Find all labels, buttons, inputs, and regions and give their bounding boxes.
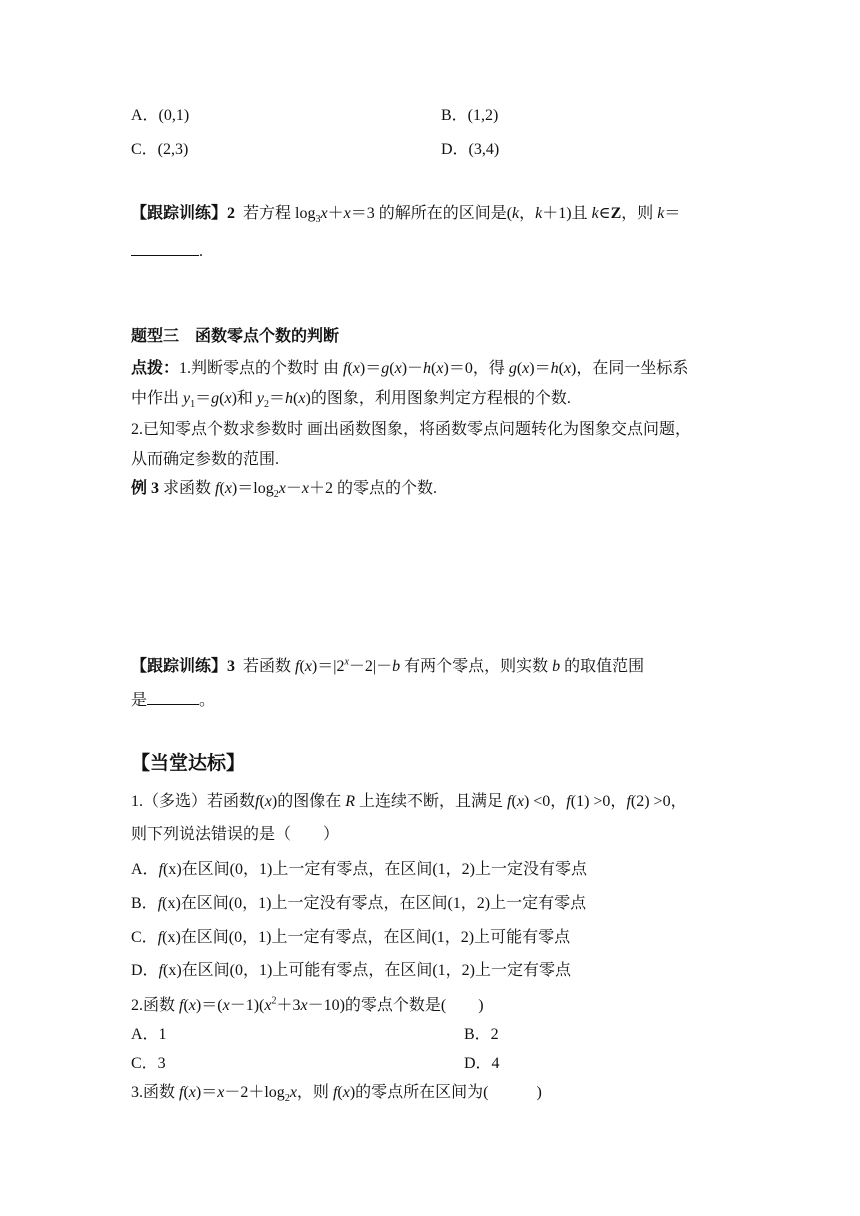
answer-blank (131, 241, 199, 256)
tip-line-4: 从而确定参数的范围. (131, 451, 280, 468)
q2-option-d: D．4 (464, 1055, 500, 1072)
answer-blank (147, 690, 199, 705)
q2-option-c: C．3 (131, 1055, 166, 1072)
section-title: 题型三 函数零点个数的判断 (131, 328, 340, 345)
q1-option-b: B．f(x)在区间(0，1)上一定没有零点，在区间(1，2)上一定有零点 (131, 895, 587, 912)
question-2: 2.函数 $f(x)=(x-1)(x^2+3x-10)$的零点个数是( ) (131, 995, 484, 1014)
option-b: B．(1,2) (441, 107, 499, 124)
question-1: 1.（多选）若函数f(x)的图像在 R 上连续不断，且满足 f(x) <0，f(1) >0，f(2) >0， (131, 793, 687, 810)
track-3-line-2: 是 。 (131, 692, 216, 709)
track-label: 【跟踪训练】2 (131, 205, 236, 222)
q2-option-a: A．1 (131, 1026, 167, 1043)
q1-option-a: A．f(x)在区间(0，1)上一定有零点，在区间(1，2)上一定没有零点 (131, 861, 587, 878)
q1-option-d: D．f(x)在区间(0，1)上可能有零点，在区间(1，2)上一定有零点 (131, 962, 571, 979)
option-c: C．(2,3) (131, 141, 189, 158)
q2-option-b: B．2 (464, 1026, 499, 1043)
example-3: 例 3 求函数 $f(x)=\log_2x-x+2$ 的零点的个数. (131, 480, 437, 501)
tip-line-1: 点拨：1.判断零点的个数时 由 f(x)＝g(x)－h(x)＝0，得 g(x)＝h(x)，在同一坐标系 (131, 360, 689, 377)
track-exercise-2: 【跟踪训练】2 若方程 $\log_3x+x=3$ 的解所在的区间是(k，k＋1)且 k∈Z，则 k＝ (131, 205, 681, 226)
option-a: A．(0,1) (131, 107, 190, 124)
track-exercise-3: 【跟踪训练】3 若函数 $f(x)=|2^x-2|-b$ 有两个零点，则实数 b 的取值范围 (131, 656, 645, 675)
tip-line-2: 中作出 $y_1=g(x)$和 $y_2=h(x)$的图象，利用图象判定方程根的个数. (131, 390, 571, 411)
class-exercise-heading: 【当堂达标】 (131, 753, 246, 774)
option-d: D．(3,4) (441, 141, 500, 158)
question-3: 3.函数 $f(x)=x-2+\log_2x$，则 f(x)的零点所在区间为( ) (131, 1084, 542, 1105)
question-1-line-2: 则下列说法错误的是（ ） (131, 826, 340, 843)
q1-option-c: C．f(x)在区间(0，1)上一定有零点，在区间(1，2)上可能有零点 (131, 929, 571, 946)
answer-blank-line: . (131, 241, 203, 262)
tip-line-3: 2.已知零点个数求参数时 画出函数图象，将函数零点问题转化为图象交点问题， (131, 421, 692, 438)
